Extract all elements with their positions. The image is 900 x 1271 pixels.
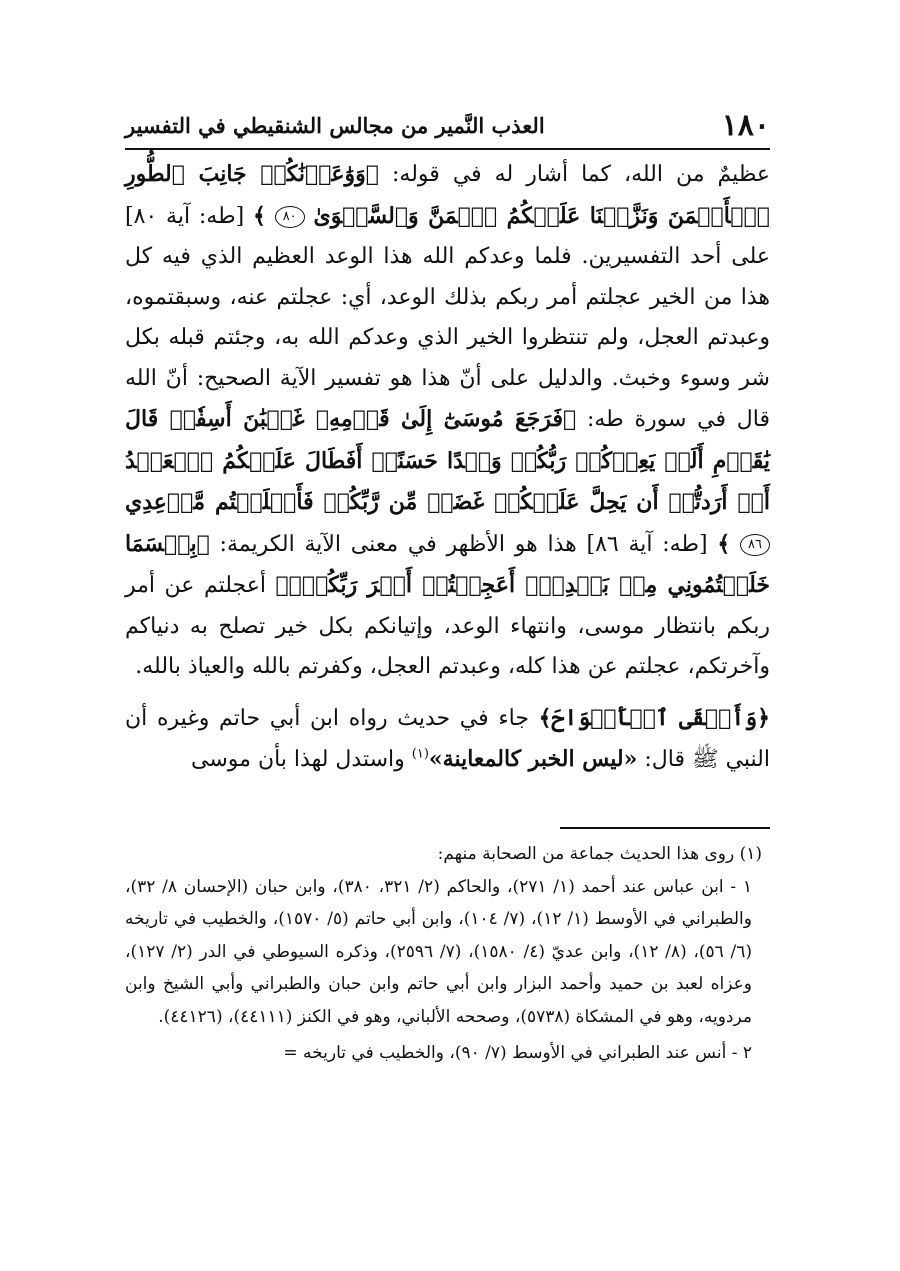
page-number: ١٨٠: [721, 108, 770, 143]
main-text: [125, 154, 770, 781]
text-segment: [طه: آية ٨٦] هذا هو الأظهر في معنى الآية الكريمة:: [209, 531, 718, 557]
footnote-separator: [560, 827, 770, 829]
footnote-heading: (١) روى هذا الحديث جماعة من الصحابة منهم:: [437, 844, 762, 864]
quran-verse: فَرَجَعَ مُوسَىٰٓ إِلَىٰ قَوۡمِهِۦ غَضۡبَٰنَ أَسِفٗاۚ قَالَ يَٰقَوۡمِ أَلَمۡ يَعِدۡكُمۡ رَبُّكُمۡ وَعۡدًا حَسَنًاۚ أَفَطَالَ عَلَيۡكُمُ ٱلۡعَهۡدُ أَمۡ أَرَدتُّمۡ أَن يَحِلَّ عَلَيۡكُمۡ غَضَبٞ مِّن رَّبِّكُمۡ فَأَخۡلَفۡتُم مَّوۡعِدِي: [125, 406, 770, 515]
quran-verse: وَأَلۡقَى ٱلۡأَلۡوَاحَ: [551, 704, 758, 731]
text-segment: جاء في حديث رواه ابن أبي حاتم وغيره أن النبي ﷺ قال:: [125, 705, 770, 772]
footnote-reference[interactable]: (١): [411, 746, 429, 762]
paragraph-2: [125, 698, 770, 781]
hadith-quote: «ليس الخبر كالمعاينة»: [428, 746, 638, 772]
ayah-number-mark: ٨٦: [740, 534, 770, 556]
footnote-item: ٢ - أنس عند الطبراني في الأوسط (٧/ ٩٠)، والخطيب في تاريخه =: [283, 1043, 752, 1063]
running-title: العذب النَّمير من مجالس الشنقيطي في التفسير: [125, 113, 545, 138]
paragraph-1: [125, 154, 770, 688]
quran-bracket-close: ﴾: [717, 530, 731, 557]
quran-bracket-close: ﴾: [275, 572, 289, 598]
quran-bracket-close: ﴾: [538, 704, 552, 731]
footnote-item: ١ - ابن عباس عند أحمد (١/ ٢٧١)، والحاكم (٢/ ٣٢١، ٣٨٠)، وابن حبان (الإحسان ٨/ ٣٢)، والطبراني في الأوسط (١/ ١٢)، (٧/ ١٠٤)، وابن أبي حاتم (٥/ ١٥٧٠)، والخطيب في تاريخه (٦/ ٥٦)، (٨/ ١٢)، وابن عديّ (٤/ ١٥٨٠)، (٧/ ٢٥٩٦)، وذكره السيوطي في الدر (٢/ ١٢٧)، وعزاه لعبد بن حميد وأحمد البزار وابن أبي حاتم وابن حبان والطبراني وأبي الشيخ وابن مردويه، وهو في المشكاة (٥٧٣٨)، وصححه الألباني، وهو في الكنز (٤٤١١١)، (٤٤١٢٦).: [125, 876, 753, 1027]
text-segment: واستدل لهذا بأن موسى: [191, 747, 412, 772]
text-segment: عظيمٌ من الله، كما أشار له في قوله:: [379, 162, 770, 187]
quran-bracket-close: ﴾: [252, 202, 266, 229]
footnotes: [125, 838, 770, 1070]
header-rule: [125, 148, 770, 150]
quran-verse: بِئۡسَمَا خَلَفۡتُمُونِي مِنۢ بَعۡدِيٓۖ أَعَجِلۡتُمۡ أَمۡرَ رَبِّكُمۡۖ: [125, 530, 770, 598]
quran-bracket-open: ﴿: [365, 161, 379, 187]
ayah-number-mark: ٨٠: [275, 206, 305, 228]
quran-bracket-open: ﴿: [757, 704, 770, 731]
quran-verse: وَوَٰعَدۡنَٰكُمۡ جَانِبَ ٱلطُّورِ ٱلۡأَيۡمَنَ وَنَزَّلۡنَا عَلَيۡكُمُ ٱلۡمَنَّ وَٱلسَّلۡوَىٰ: [125, 161, 771, 229]
text-segment: أعجلتم عن أمر ربكم بانتظار موسى، وانتهاء الوعد، وإتيانكم بكل خير تصلح به دنياكم وآخرتكم، عجلتم عن هذا كله، وعبدتم العجل، وكفرتم بالله والعياذ بالله.: [125, 573, 770, 679]
quran-bracket-open: ﴿: [562, 406, 577, 432]
quran-bracket-open: ﴿: [196, 530, 210, 557]
page-header: [125, 106, 770, 146]
text-segment: [طه: آية ٨٠] على أحد التفسيرين. فلما وعدكم الله هذا الوعد العظيم الذي فيه كل هذا من الخير عجلتم أمر ربكم بذلك الوعد، أي: عجلتم عنه، وسبقتموه، وعبدتم العجل، ولم تنتظروا الخير الذي وعدكم الله به، وجئتم قبله بكل شر وسوء وخبث. والدليل على أنّ هذا هو تفسير الآية الصحيح: أنّ الله قال في سورة طه:: [125, 203, 770, 432]
